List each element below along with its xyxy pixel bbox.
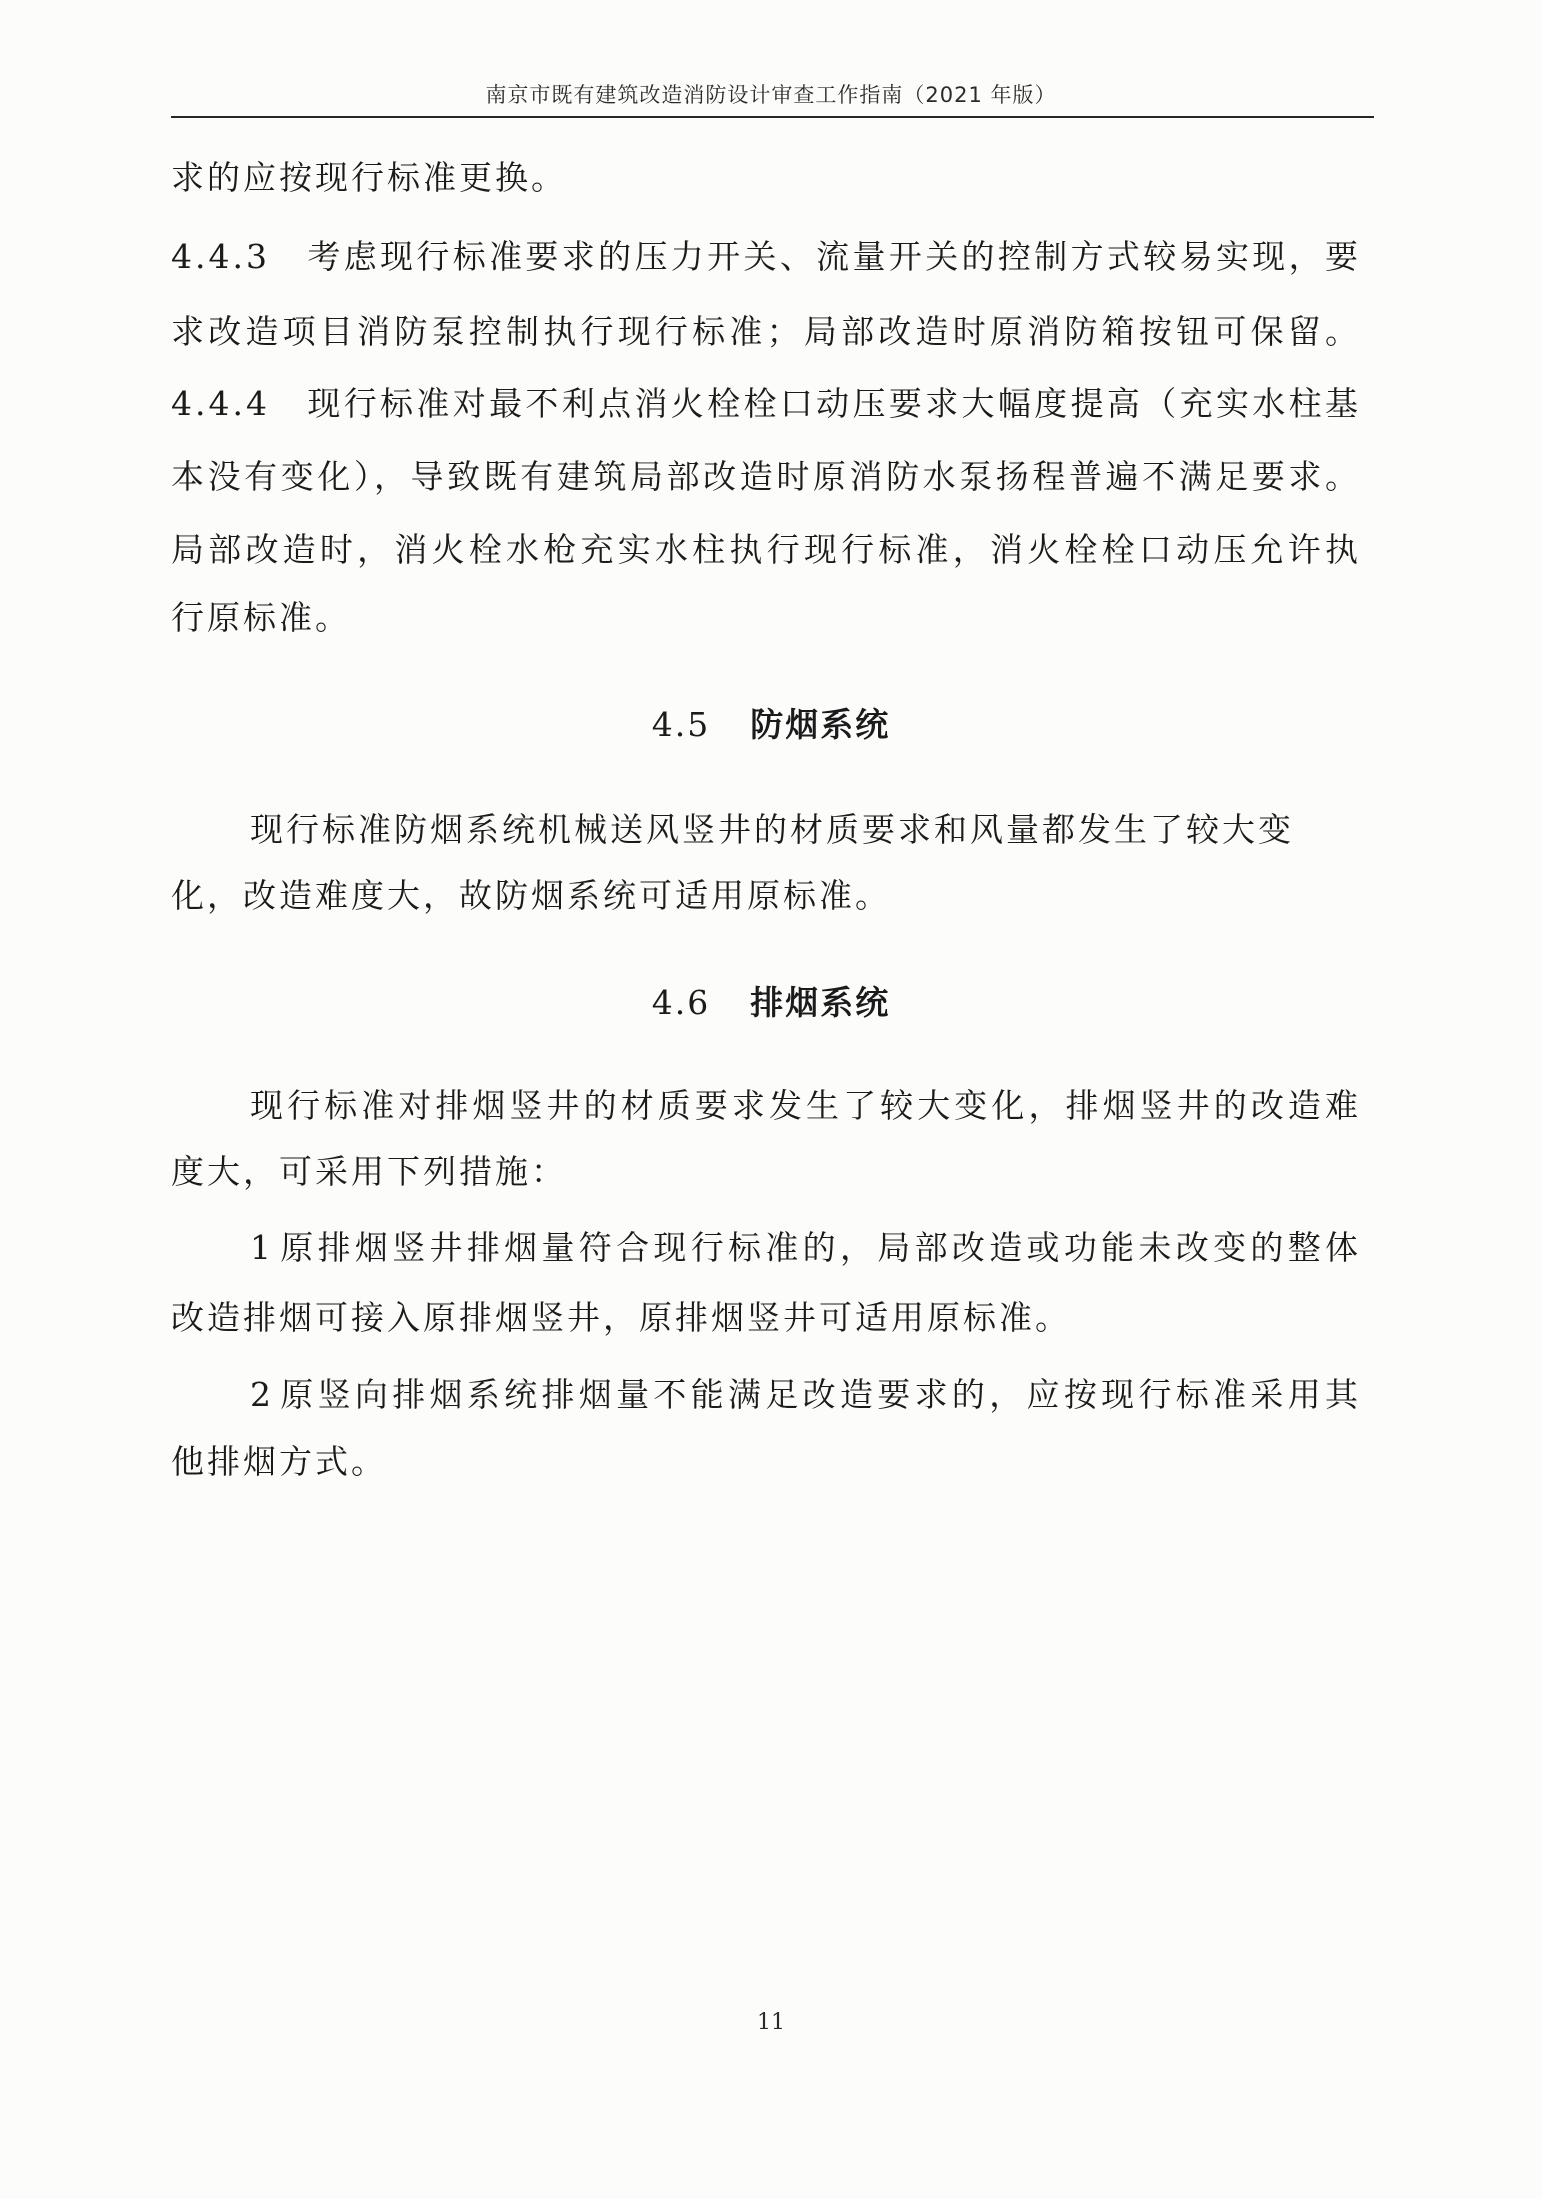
list-item-1-line: 改造排烟可接入原排烟竖井，原排烟竖井可适用原标准。 <box>171 1298 1071 1337</box>
clause-text: 考虑现行标准要求的压力开关、流量开关的控制方式较易实现，要 <box>306 237 1360 276</box>
header-rule <box>171 116 1374 118</box>
section-title: 排烟系统 <box>750 983 891 1022</box>
clause-text: 现行标准对最不利点消火栓栓口动压要求大幅度提高（充实水柱基 <box>306 384 1360 423</box>
list-item-2-line: 他排烟方式。 <box>171 1442 387 1481</box>
continuation-line: 求的应按现行标准更换。 <box>171 158 567 197</box>
section-heading-4-6 <box>0 983 1542 1023</box>
section-4-5-paragraph-line: 化，改造难度大，故防烟系统可适用原标准。 <box>171 876 891 915</box>
clause-4-4-4-line: 行原标准。 <box>171 598 351 637</box>
clause-4-4-4-line <box>171 384 1360 424</box>
running-header: 南京市既有建筑改造消防设计审查工作指南（2021 年版） <box>485 83 1057 107</box>
list-item-text: 原排烟竖井排烟量符合现行标准的，局部改造或功能未改变的整体 <box>278 1228 1360 1267</box>
list-item-1-line <box>171 1228 1360 1268</box>
section-number: 4.5 <box>651 705 711 744</box>
section-4-5-paragraph-line: 现行标准防烟系统机械送风竖井的材质要求和风量都发生了较大变 <box>250 810 1294 849</box>
list-item-number: 2 <box>250 1375 273 1414</box>
clause-4-4-3-line <box>171 237 1360 277</box>
section-title: 防烟系统 <box>750 705 891 744</box>
list-item-2-line <box>171 1375 1360 1415</box>
clause-number: 4.4.4 <box>171 384 270 423</box>
page-number: 11 <box>757 2010 785 2035</box>
section-number: 4.6 <box>651 983 711 1022</box>
clause-4-4-4-line: 局部改造时，消火栓水枪充实水柱执行现行标准，消火栓栓口动压允许执 <box>171 530 1360 569</box>
clause-4-4-3-line: 求改造项目消防泵控制执行现行标准；局部改造时原消防箱按钮可保留。 <box>171 312 1360 351</box>
list-item-number: 1 <box>250 1228 273 1267</box>
section-heading-4-5 <box>0 705 1542 745</box>
section-4-6-intro-line: 现行标准对排烟竖井的材质要求发生了较大变化，排烟竖井的改造难 <box>250 1086 1360 1125</box>
list-item-text: 原竖向排烟系统排烟量不能满足改造要求的，应按现行标准采用其 <box>278 1375 1360 1414</box>
section-4-6-intro-line: 度大，可采用下列措施： <box>171 1152 567 1191</box>
clause-number: 4.4.3 <box>171 237 270 276</box>
clause-4-4-4-line: 本没有变化），导致既有建筑局部改造时原消防水泵扬程普遍不满足要求。 <box>171 457 1360 496</box>
